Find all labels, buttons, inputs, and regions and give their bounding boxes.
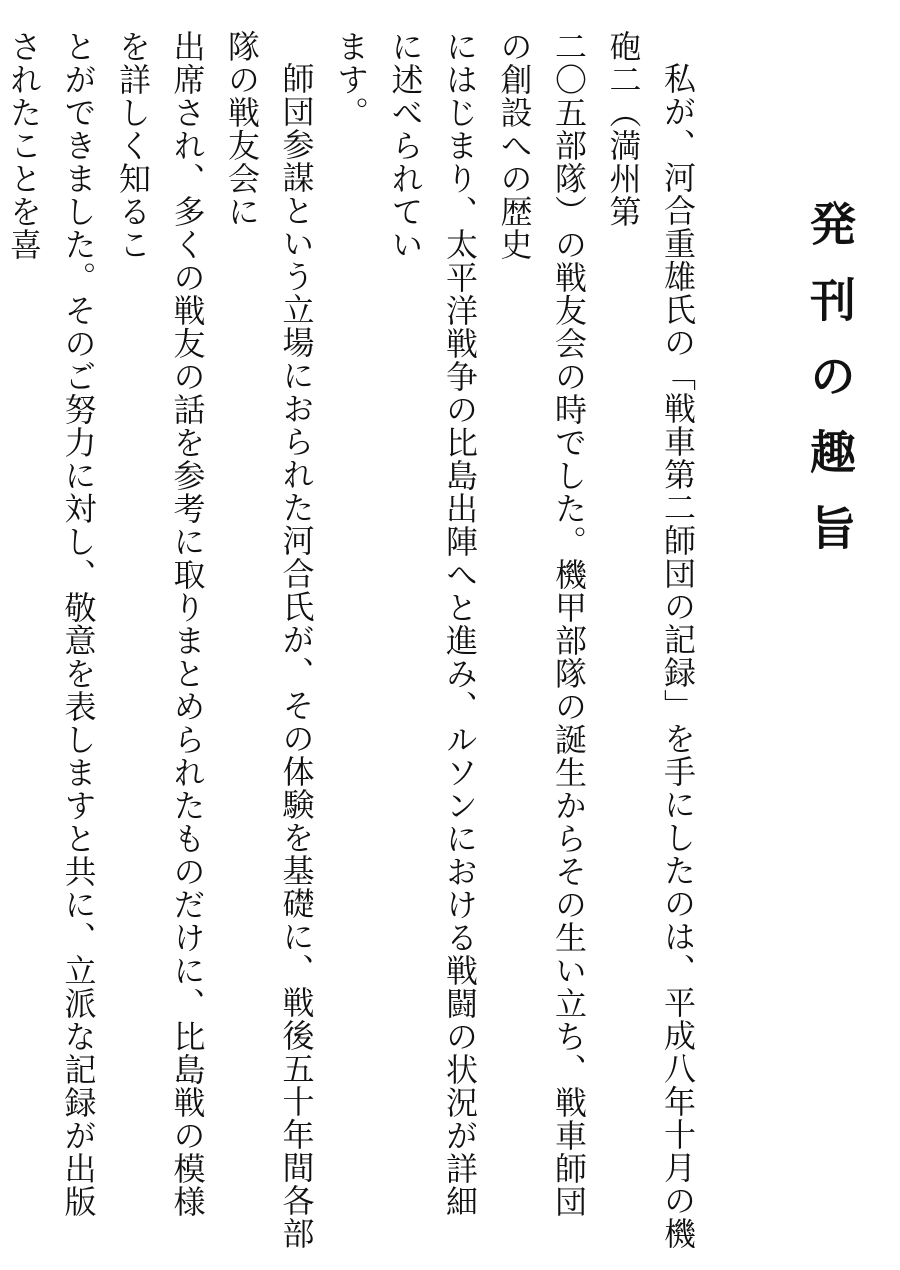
line: にはじまり、太平洋戦争の比島出陣へと進み、ルソンにおける戦闘の状況が詳細に述べられてい — [386, 30, 479, 1218]
line: 私が、河合重雄氏の「戦車第二師団の記録」を手にしたのは、平成八年十月の機砲二（満州第 — [604, 30, 697, 1250]
line: 出席され、多くの戦友の話を参考に取りまとめられたものだけに、比島戦の模様を詳しく知るこ — [114, 30, 207, 1218]
line: とができました。そのご努力に対し、敬意を表しますと共に、立派な記録が出版されたことを喜 — [5, 30, 98, 1218]
line: 二〇五部隊）の戦友会の時でした。機甲部隊の誕生からその生い立ち、戦車師団の創設への歴史 — [495, 30, 588, 1218]
page-title: 発刊の趣旨 — [803, 200, 857, 580]
line: 師団参謀という立場におられた河合氏が、その体験を基礎に、戦後五十年間各部隊の戦友会に — [223, 30, 316, 1250]
line: ます。 — [332, 30, 370, 129]
body-text — [5, 30, 705, 1250]
